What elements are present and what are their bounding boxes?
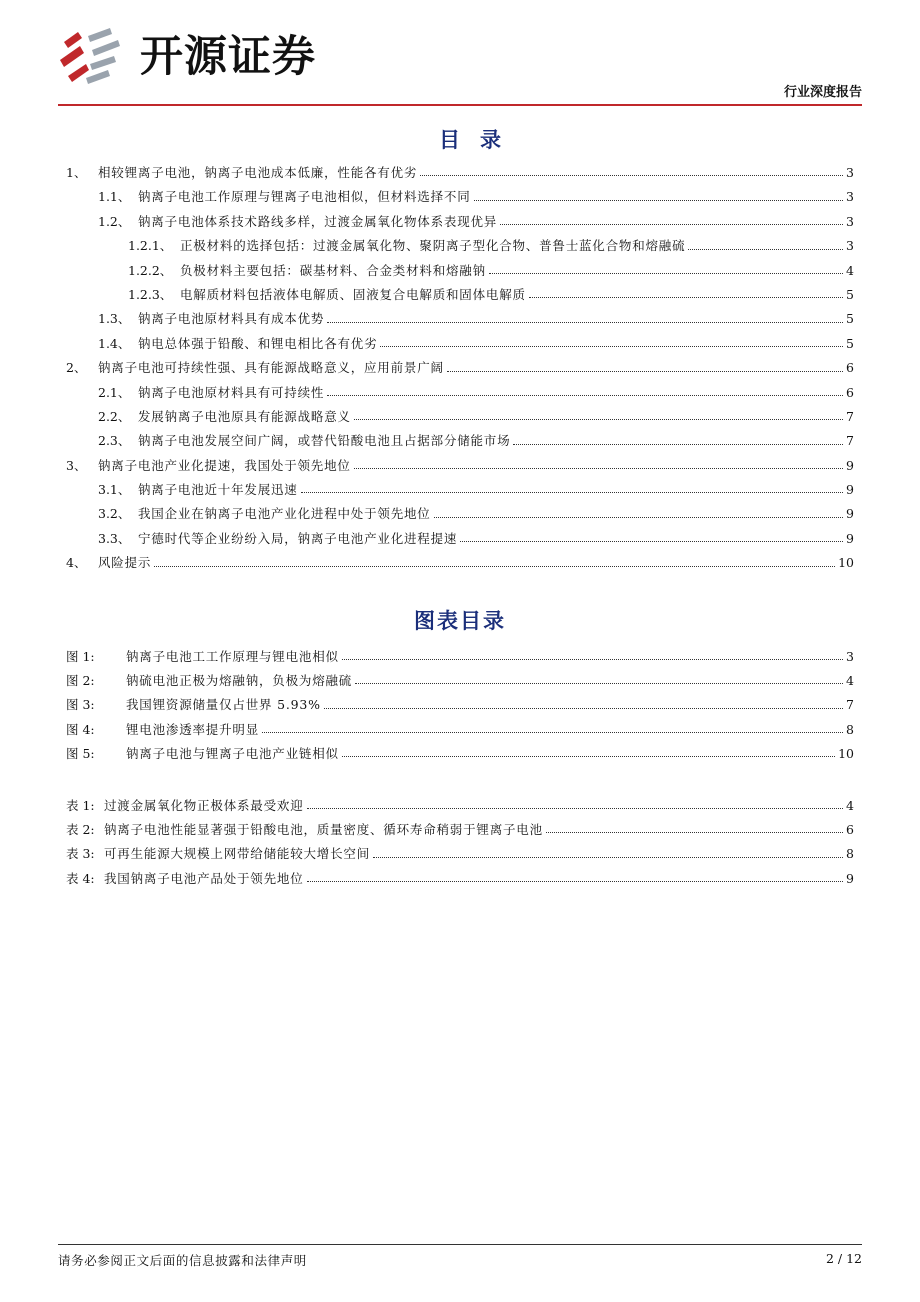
entry-title: 钠离子电池性能显著强于铅酸电池，质量密度、循环寿命稍弱于锂离子电池 — [104, 822, 543, 838]
entry-title: 钠离子电池可持续性强、具有能源战略意义，应用前景广阔 — [98, 360, 444, 376]
entry-number: 图 3: — [66, 697, 95, 713]
dot-leader — [513, 443, 843, 445]
entry-title: 风险提示 — [98, 555, 152, 571]
entry-title: 钠离子电池工作原理与锂离子电池相似，但材料选择不同 — [138, 189, 471, 205]
entry-page: 4 — [846, 673, 854, 689]
page-number: 2 / 12 — [825, 1251, 862, 1266]
entry-number: 2.3、 — [98, 433, 131, 449]
figures-list — [66, 645, 854, 766]
dot-leader — [307, 807, 843, 809]
entry-number: 图 2: — [66, 673, 95, 689]
entry-title: 钠离子电池近十年发展迅速 — [138, 482, 298, 498]
dot-leader — [342, 755, 835, 757]
entry-page: 5 — [846, 286, 854, 302]
dot-leader — [307, 880, 843, 882]
entry-page: 3 — [846, 165, 854, 180]
toc-entry[interactable] — [66, 454, 854, 478]
entry-title: 宁德时代等企业纷纷入局，钠离子电池产业化进程提速 — [138, 530, 458, 546]
page-header — [58, 18, 862, 104]
entry-number: 图 4: — [66, 721, 95, 737]
dot-leader — [420, 174, 843, 176]
dot-leader — [262, 731, 843, 733]
entry-title: 钠离子电池产业化提速，我国处于领先地位 — [98, 457, 351, 473]
entry-number: 3.2、 — [98, 506, 131, 522]
dot-leader — [342, 658, 843, 660]
dot-leader — [460, 540, 843, 542]
toc-title: 目录 — [439, 128, 521, 152]
entry-number: 图 1: — [66, 649, 95, 664]
entry-page: 3 — [846, 238, 854, 254]
entry-number: 2、 — [66, 360, 87, 376]
entry-number: 1.2.2、 — [128, 262, 173, 278]
toc-entry[interactable] — [66, 818, 854, 842]
entry-page: 8 — [846, 846, 854, 862]
toc-entry[interactable] — [66, 502, 854, 526]
entry-title: 正极材料的选择包括：过渡金属氧化物、聚阴离子型化合物、普鲁士蓝化合物和熔融硫 — [180, 238, 686, 254]
entry-title: 我国企业在钠离子电池产业化进程中处于领先地位 — [138, 506, 431, 522]
entry-number: 表 1: — [66, 798, 95, 813]
entry-number: 1.4、 — [98, 335, 131, 351]
footer-disclaimer: 请务必参阅正文后面的信息披露和法律声明 — [58, 1253, 307, 1268]
toc-entry[interactable] — [66, 478, 854, 502]
entry-page: 8 — [846, 721, 854, 737]
entry-title: 钠离子电池原材料具有可持续性 — [138, 384, 325, 400]
toc-entry[interactable] — [66, 527, 854, 551]
toc-entry[interactable] — [66, 842, 854, 866]
entry-number: 2.2、 — [98, 408, 131, 424]
entry-page: 5 — [846, 311, 854, 327]
dot-leader — [324, 707, 843, 709]
report-type-label: 行业深度报告 — [783, 85, 862, 100]
entry-page: 4 — [846, 262, 854, 278]
entry-number: 2.1、 — [98, 384, 131, 400]
toc-entry[interactable] — [66, 356, 854, 380]
dot-leader — [688, 248, 843, 250]
logo-text: 开源证券 — [140, 32, 316, 82]
entry-title: 钠离子电池与锂离子电池产业链相似 — [126, 745, 339, 761]
entry-page: 7 — [846, 697, 854, 713]
entry-page: 9 — [846, 457, 854, 473]
entry-number: 表 3: — [66, 846, 95, 862]
entry-title: 过渡金属氧化物正极体系最受欢迎 — [104, 798, 304, 813]
entry-page: 9 — [846, 530, 854, 546]
entry-number: 表 2: — [66, 822, 95, 838]
kaiyuan-logo-icon — [58, 26, 124, 88]
entry-title: 钠离子电池工工作原理与锂电池相似 — [126, 649, 339, 664]
entry-page: 3 — [846, 189, 854, 205]
entry-number: 1、 — [66, 165, 87, 180]
entry-number: 1.2、 — [98, 213, 131, 229]
entry-page: 3 — [846, 649, 854, 664]
dot-leader — [355, 682, 843, 684]
entry-title: 负极材料主要包括：碳基材料、合金类材料和熔融钠 — [180, 262, 486, 278]
entry-title: 电解质材料包括液体电解质、固液复合电解质和固体电解质 — [180, 286, 526, 302]
dot-leader — [434, 516, 843, 518]
dot-leader — [301, 491, 843, 493]
entry-number: 图 5: — [66, 745, 95, 761]
toc-entry[interactable] — [66, 693, 854, 717]
entry-title: 钠离子电池体系技术路线多样，过渡金属氧化物体系表现优异 — [138, 213, 498, 229]
dot-leader — [154, 565, 835, 567]
dot-leader — [354, 467, 843, 469]
entry-page: 9 — [846, 506, 854, 522]
toc-list — [66, 161, 854, 576]
entry-title: 钠离子电池发展空间广阔，或替代铅酸电池且占据部分储能市场 — [138, 433, 511, 449]
entry-number: 3.3、 — [98, 530, 131, 546]
toc-entry[interactable] — [66, 210, 854, 234]
entry-number: 1.1、 — [98, 189, 131, 205]
toc-entry[interactable] — [66, 794, 854, 818]
toc-entry[interactable] — [66, 645, 854, 669]
header-divider — [58, 104, 862, 106]
dot-leader — [373, 856, 843, 858]
dot-leader — [474, 199, 843, 201]
dot-leader — [354, 418, 843, 420]
entry-page: 6 — [846, 384, 854, 400]
toc-entry[interactable] — [66, 718, 854, 742]
footer-divider — [58, 1244, 862, 1245]
entry-title: 可再生能源大规模上网带给储能较大增长空间 — [104, 846, 371, 862]
entry-title: 钠离子电池原材料具有成本优势 — [138, 311, 325, 327]
toc-entry[interactable] — [66, 669, 854, 693]
toc-entry[interactable] — [66, 405, 854, 429]
dot-leader — [500, 223, 843, 225]
toc-entry[interactable] — [66, 551, 854, 575]
entry-number: 3.1、 — [98, 482, 131, 498]
entry-page: 7 — [846, 433, 854, 449]
toc-entry[interactable] — [66, 185, 854, 209]
entry-number: 1.2.3、 — [128, 286, 173, 302]
toc-entry[interactable] — [66, 429, 854, 453]
entry-page: 10 — [838, 745, 854, 761]
entry-page: 5 — [846, 335, 854, 351]
toc-entry[interactable] — [66, 742, 854, 766]
dot-leader — [380, 345, 843, 347]
entry-title: 锂电池渗透率提升明显 — [126, 721, 260, 737]
dot-leader — [327, 321, 843, 323]
dot-leader — [447, 370, 843, 372]
entry-title: 我国钠离子电池产品处于领先地位 — [104, 870, 304, 886]
dot-leader — [529, 296, 843, 298]
entry-page: 6 — [846, 360, 854, 376]
entry-number: 1.2.1、 — [128, 238, 173, 254]
entry-number: 3、 — [66, 457, 87, 473]
toc-entry[interactable] — [66, 867, 854, 891]
toc-entry[interactable] — [66, 161, 854, 185]
tables-list — [66, 794, 854, 891]
toc-entry[interactable] — [66, 283, 854, 307]
entry-page: 9 — [846, 482, 854, 498]
toc-entry[interactable] — [66, 381, 854, 405]
toc-entry[interactable] — [66, 234, 854, 258]
entry-title: 钠硫电池正极为熔融钠，负极为熔融硫 — [126, 673, 353, 689]
entry-page: 6 — [846, 822, 854, 838]
toc-entry[interactable] — [66, 259, 854, 283]
entry-title: 钠电总体强于铅酸、和锂电相比各有优劣 — [138, 335, 378, 351]
entry-title: 我国锂资源储量仅占世界 5.93% — [126, 697, 321, 713]
entry-number: 1.3、 — [98, 311, 131, 327]
entry-page: 7 — [846, 408, 854, 424]
figures-title: 图表目录 — [414, 609, 506, 633]
entry-page: 9 — [846, 870, 854, 886]
dot-leader — [546, 831, 843, 833]
entry-title: 相较锂离子电池，钠离子电池成本低廉，性能各有优劣 — [98, 165, 418, 180]
toc-entry[interactable] — [66, 332, 854, 356]
entry-title: 发展钠离子电池原具有能源战略意义 — [138, 408, 351, 424]
dot-leader — [489, 272, 843, 274]
entry-page: 4 — [846, 798, 854, 813]
entry-number: 4、 — [66, 555, 87, 571]
dot-leader — [327, 394, 843, 396]
entry-page: 3 — [846, 213, 854, 229]
entry-page: 10 — [838, 555, 854, 571]
entry-number: 表 4: — [66, 870, 95, 886]
toc-entry[interactable] — [66, 307, 854, 331]
